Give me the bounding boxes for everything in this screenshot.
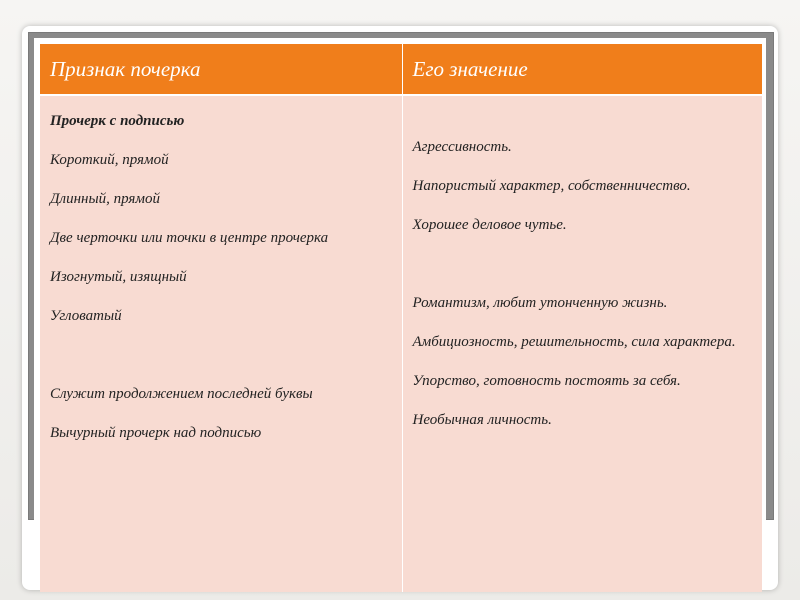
meaning-item: Упорство, готовность постоять за себя.	[412, 373, 681, 389]
table-row	[40, 95, 762, 592]
handwriting-table	[40, 44, 762, 592]
meaning-item: Необычная личность.	[412, 412, 552, 428]
feature-item: Изогнутый, изящный	[50, 269, 187, 285]
meaning-item: Амбициозность, решительность, сила характера.	[412, 334, 736, 350]
spacer	[413, 108, 755, 134]
feature-cell	[40, 95, 402, 592]
table-header-row	[40, 44, 762, 95]
header-feature: Признак почерка	[40, 44, 402, 95]
feature-item: Угловатый	[50, 308, 122, 324]
feature-item: Короткий, прямой	[50, 152, 169, 168]
header-meaning: Его значение	[402, 44, 762, 95]
feature-item: Две черточки или точки в центре прочерка	[50, 230, 329, 246]
feature-heading: Прочерк с подписью	[50, 113, 185, 129]
meaning-item: Агрессивность.	[412, 139, 512, 155]
feature-item: Вычурный прочерк над подписью	[50, 425, 262, 441]
meaning-item: Напористый характер, собственничество.	[412, 178, 691, 194]
feature-item: Служит продолжением последней буквы	[50, 386, 313, 402]
feature-item: Длинный, прямой	[50, 191, 160, 207]
meaning-item: Хорошее деловое чутье.	[412, 217, 567, 233]
spacer	[50, 342, 394, 381]
meaning-cell	[402, 95, 762, 592]
meaning-item: Романтизм, любит утонченную жизнь.	[412, 295, 668, 311]
spacer	[413, 251, 755, 290]
